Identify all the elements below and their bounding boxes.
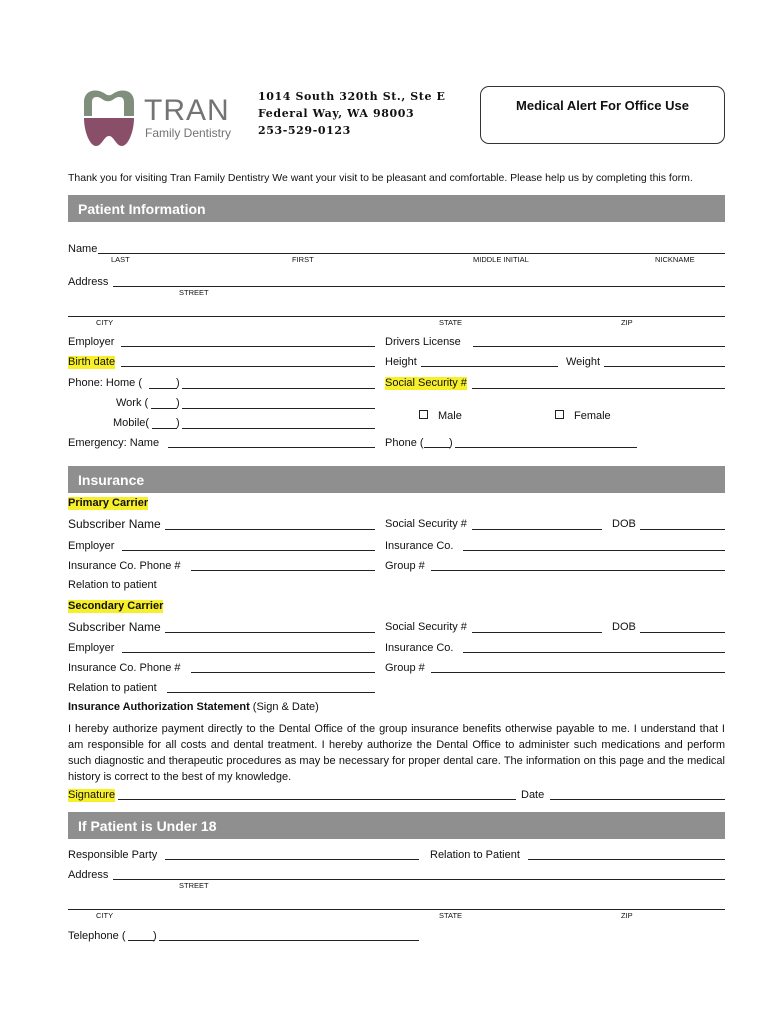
medical-alert-label: Medical Alert For Office Use bbox=[516, 98, 689, 113]
guardian-street-line[interactable] bbox=[113, 879, 725, 880]
medical-alert-box bbox=[480, 86, 725, 144]
employer-line[interactable] bbox=[121, 346, 375, 347]
emergency-phone-label: Phone ( bbox=[385, 437, 424, 449]
social-security-label: Social Security # bbox=[385, 377, 467, 389]
tran-logo-icon bbox=[80, 88, 136, 148]
office-address bbox=[258, 88, 445, 139]
relation-to-patient-label: Relation to Patient bbox=[430, 849, 520, 861]
emergency-phone-area-line[interactable] bbox=[424, 447, 450, 448]
telephone-close: ) bbox=[153, 930, 157, 942]
male-option[interactable] bbox=[419, 410, 462, 423]
signature-line[interactable] bbox=[118, 799, 516, 800]
phone-home-close: ) bbox=[176, 377, 180, 389]
secondary-relation-label: Relation to patient bbox=[68, 682, 157, 694]
phone-work-label: Work ( bbox=[116, 397, 149, 409]
secondary-relation-line[interactable] bbox=[167, 692, 375, 693]
secondary-group-label: Group # bbox=[385, 662, 425, 674]
emergency-name-line[interactable] bbox=[168, 447, 375, 448]
primary-carrier-heading: Primary Carrier bbox=[68, 497, 149, 509]
secondary-carrier-heading: Secondary Carrier bbox=[68, 600, 164, 612]
primary-group-label: Group # bbox=[385, 560, 425, 572]
secondary-employer-line[interactable] bbox=[122, 652, 375, 653]
primary-ins-co-label: Insurance Co. bbox=[385, 540, 454, 552]
drivers-license-line[interactable] bbox=[473, 346, 725, 347]
office-phone: 253-529-0123 bbox=[258, 124, 351, 137]
address-label: Address bbox=[68, 276, 109, 288]
logo-brand: TRAN bbox=[144, 94, 230, 127]
secondary-ssn-line[interactable] bbox=[472, 632, 602, 633]
employer-label: Employer bbox=[68, 336, 115, 348]
phone-mobile-label: Mobile( bbox=[113, 417, 150, 429]
primary-ssn-line[interactable] bbox=[472, 529, 602, 530]
date-line[interactable] bbox=[550, 799, 725, 800]
guardian-state-caption: STATE bbox=[439, 911, 463, 920]
section-title: Insurance bbox=[78, 472, 145, 488]
secondary-employer-label: Employer bbox=[68, 642, 115, 654]
primary-employer-label: Employer bbox=[68, 540, 115, 552]
signature-label: Signature bbox=[68, 789, 116, 801]
responsible-party-label: Responsible Party bbox=[68, 849, 158, 861]
height-line[interactable] bbox=[421, 366, 558, 367]
secondary-dob-label: DOB bbox=[612, 621, 636, 633]
secondary-ssn-label: Social Security # bbox=[385, 621, 467, 633]
primary-employer-line[interactable] bbox=[122, 550, 375, 551]
emergency-name-label: Emergency: Name bbox=[68, 437, 160, 449]
guardian-street-caption: STREET bbox=[179, 881, 209, 890]
address-line-1: 1014 South 320th St., Ste E bbox=[258, 90, 446, 103]
primary-subscriber-label: Subscriber Name bbox=[68, 517, 161, 531]
female-label: Female bbox=[574, 410, 611, 422]
primary-ssn-label: Social Security # bbox=[385, 518, 467, 530]
height-label: Height bbox=[385, 356, 417, 368]
secondary-subscriber-line[interactable] bbox=[165, 632, 375, 633]
telephone-label: Telephone ( bbox=[68, 930, 126, 942]
address-line-2: Federal Way, WA 98003 bbox=[258, 107, 415, 120]
guardian-city-state-zip-line[interactable] bbox=[68, 909, 725, 910]
section-insurance bbox=[68, 466, 725, 493]
zip-caption: ZIP bbox=[621, 318, 633, 327]
secondary-dob-line[interactable] bbox=[640, 632, 725, 633]
female-checkbox[interactable] bbox=[555, 410, 564, 419]
responsible-party-line[interactable] bbox=[165, 859, 419, 860]
emergency-phone-close: ) bbox=[449, 437, 453, 449]
phone-mobile-area-line[interactable] bbox=[152, 428, 177, 429]
female-option[interactable] bbox=[555, 410, 611, 423]
guardian-address-label: Address bbox=[68, 869, 109, 881]
section-patient-information bbox=[68, 195, 725, 222]
guardian-city-caption: CITY bbox=[96, 911, 114, 920]
secondary-subscriber-label: Subscriber Name bbox=[68, 620, 161, 634]
name-nickname-caption: NICKNAME bbox=[655, 255, 695, 264]
section-title: If Patient is Under 18 bbox=[78, 818, 217, 834]
primary-group-line[interactable] bbox=[431, 570, 725, 571]
primary-relation-label: Relation to patient bbox=[68, 579, 157, 591]
name-first-caption: FIRST bbox=[292, 255, 314, 264]
name-last-caption: LAST bbox=[111, 255, 130, 264]
secondary-ins-co-label: Insurance Co. bbox=[385, 642, 454, 654]
guardian-zip-caption: ZIP bbox=[621, 911, 633, 920]
birth-date-line[interactable] bbox=[121, 366, 375, 367]
primary-ins-phone-label: Insurance Co. Phone # bbox=[68, 560, 181, 572]
drivers-license-label: Drivers License bbox=[385, 336, 461, 348]
phone-home-area-line[interactable] bbox=[149, 388, 177, 389]
primary-dob-line[interactable] bbox=[640, 529, 725, 530]
phone-work-close: ) bbox=[176, 397, 180, 409]
name-middle-caption: MIDDLE INITIAL bbox=[473, 255, 529, 264]
city-state-zip-line[interactable] bbox=[68, 316, 725, 317]
date-label: Date bbox=[521, 789, 545, 801]
phone-work-area-line[interactable] bbox=[151, 408, 177, 409]
primary-ins-co-line[interactable] bbox=[463, 550, 725, 551]
name-label: Name bbox=[68, 243, 98, 255]
social-security-line[interactable] bbox=[472, 388, 725, 389]
intro-text: Thank you for visiting Tran Family Dentistry We want your visit to be pleasant and comfortable. Please help us by completing this form. bbox=[68, 172, 693, 184]
primary-ins-phone-line[interactable] bbox=[191, 570, 375, 571]
weight-label: Weight bbox=[566, 356, 601, 368]
secondary-group-line[interactable] bbox=[431, 672, 725, 673]
street-line[interactable] bbox=[113, 286, 725, 287]
name-line[interactable] bbox=[98, 253, 725, 254]
auth-statement-heading bbox=[68, 701, 319, 714]
birth-date-label: Birth date bbox=[68, 356, 116, 368]
phone-home-label: Phone: Home ( bbox=[68, 377, 142, 389]
telephone-line[interactable] bbox=[159, 940, 419, 941]
telephone-area-line[interactable] bbox=[128, 940, 154, 941]
phone-mobile-close: ) bbox=[176, 417, 180, 429]
phone-work-line[interactable] bbox=[182, 408, 375, 409]
section-title: Patient Information bbox=[78, 201, 206, 217]
logo-subtitle: Family Dentistry bbox=[145, 126, 232, 140]
phone-mobile-line[interactable] bbox=[182, 428, 375, 429]
auth-statement-title: Insurance Authorization Statement bbox=[68, 701, 250, 713]
primary-dob-label: DOB bbox=[612, 518, 636, 530]
state-caption: STATE bbox=[439, 318, 463, 327]
secondary-ins-phone-label: Insurance Co. Phone # bbox=[68, 662, 181, 674]
secondary-ins-phone-line[interactable] bbox=[191, 672, 375, 673]
relation-to-patient-line[interactable] bbox=[528, 859, 725, 860]
city-caption: CITY bbox=[96, 318, 114, 327]
male-checkbox[interactable] bbox=[419, 410, 428, 419]
primary-subscriber-line[interactable] bbox=[165, 529, 375, 530]
section-under-18 bbox=[68, 812, 725, 839]
auth-statement-text: I hereby authorize payment directly to the Dental Office of the group insurance benefits otherwise payable to me. I understand that I am responsible for all costs and dental treatment. I hereby authorize the Dental Office to administer such medications and perform such diagnostic and therapeutic procedures as may be necessary for proper dental care. The information on this page and the medical history is correct to the best of my knowledge. bbox=[68, 723, 725, 783]
phone-home-line[interactable] bbox=[182, 388, 375, 389]
secondary-ins-co-line[interactable] bbox=[463, 652, 725, 653]
weight-line[interactable] bbox=[604, 366, 725, 367]
emergency-phone-line[interactable] bbox=[455, 447, 637, 448]
male-label: Male bbox=[438, 410, 462, 422]
auth-statement-suffix: (Sign & Date) bbox=[249, 701, 319, 713]
street-caption: STREET bbox=[179, 288, 209, 297]
